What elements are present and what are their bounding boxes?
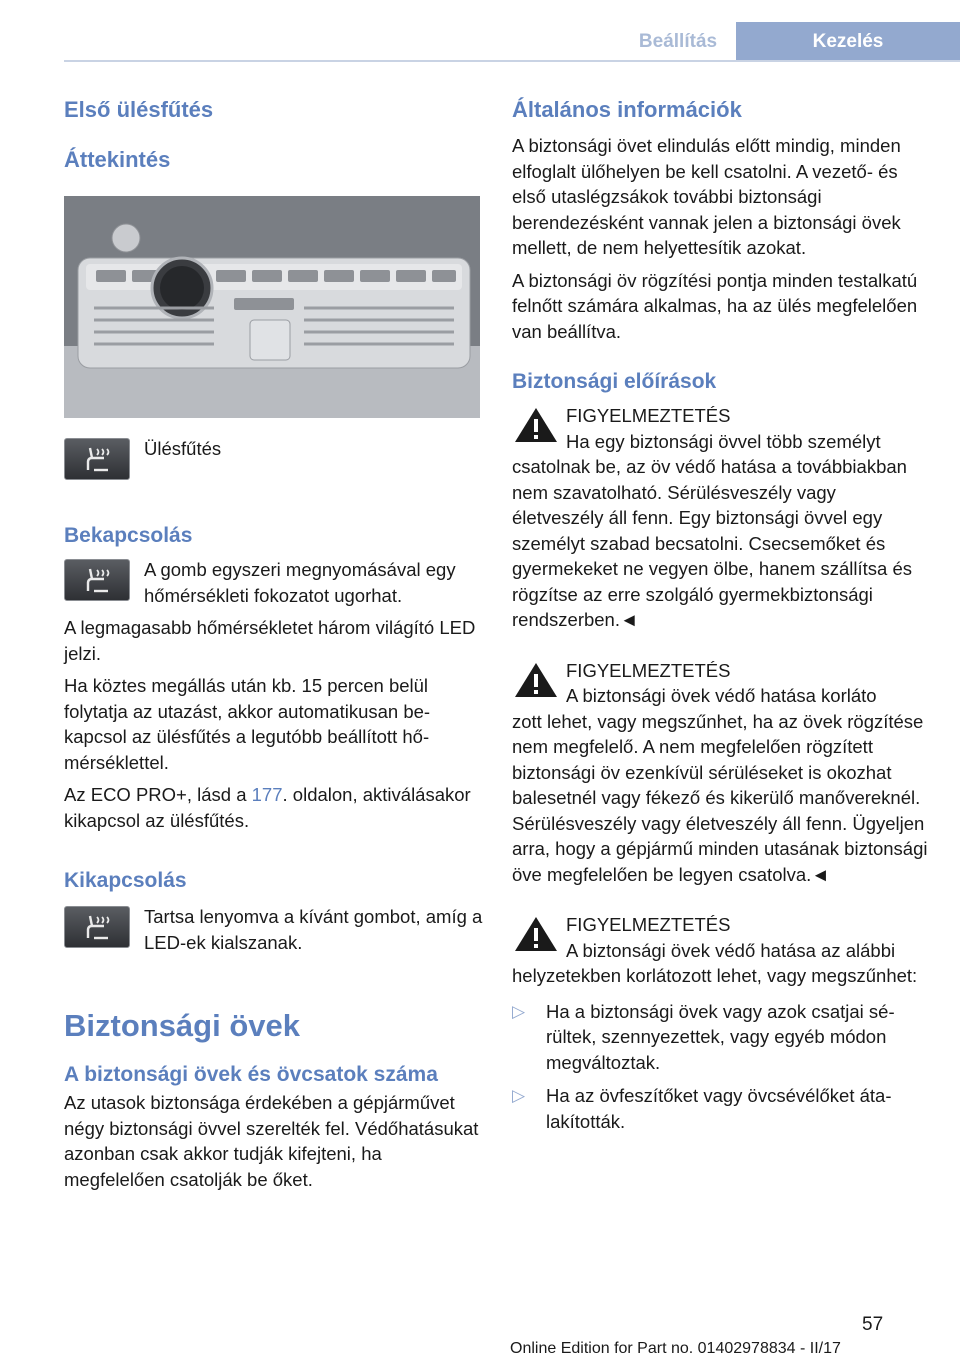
warning-triangle-icon (512, 660, 560, 700)
heading-biztonsagi-eloirasok: Biztonsági előírások (512, 370, 717, 393)
seat-heating-icon (64, 906, 130, 948)
warning-lead: A biztonsági övek védő hatása korláto (566, 685, 877, 706)
warning-text: zott lehet, vagy megszűnhet, ha az övek rögzítése nem megfelelő. A nem megfelelően rögzített biztonsági öv ezenkívül sérüléseket is okozhat balesetnél vagy fékező és kikerülő manővereknél. Sérülésveszély vagy életveszély áll fenn. Ügyeljen arra, hogy a gépjármű minden utasának biztonsági öve megfelelően be legyen csatolva.◄ (512, 710, 928, 885)
warning-title: FIGYELMEZTETÉS (566, 914, 731, 935)
paragraph-altalanos-1: A biztonsági övet elindulás előtt mindig, minden elfoglalt ülőhelyen be kell csatolni. A vezető- és első utaslégzsákok további biztonsági berendezésként vannak jelen a biztonsági övek mellett, de nem helyettesítik azokat. (512, 135, 901, 258)
warning-block-3 (512, 912, 932, 989)
warning-block-2 (512, 658, 932, 888)
seat-heating-icon-row (64, 436, 484, 480)
warning-triangle-icon (512, 405, 560, 445)
list-item-text: Ha az övfeszítőket vagy övcsévélőket átalakították. (546, 1085, 892, 1132)
warning-header (512, 912, 932, 963)
heading-biztonsagi-ovek: Biztonsági övek (64, 1008, 300, 1043)
list-item-text: Ha a biztonsági övek vagy azok csatjai sérültek, szennyezettek, vagy egyéb módon megváltoztak. (546, 1000, 895, 1073)
warning-lead: Ha egy biztonsági övvel több személyt (566, 430, 881, 452)
heading-ovek-szama: A biztonsági övek és övcsatok száma (64, 1063, 438, 1086)
list-item (512, 999, 932, 1076)
heading-altalanos-informaciok: Általános információk (512, 97, 742, 122)
warning-block-1 (512, 403, 932, 633)
page-number: 57 (862, 1314, 884, 1335)
kikapcsolas-text: Tartsa lenyomva a kívánt gombot, amíg a LED-ek kialszanak. (144, 906, 483, 953)
edition-footer: Online Edition for Part no. 01402978834 - II/17 (510, 1340, 841, 1357)
warning-title: FIGYELMEZTETÉS (566, 659, 731, 681)
warning-text: csatolnak be, az öv védő hatása a továbbiakban nem szavatolható. Sérülésveszély vagy életveszély áll fenn. Egy biztonsági övvel egy személyt szabad becsatolni. Csecsemőket és gyermekeket ne vegyen ölbe, hanem szállítsa és rögzítse az erre szolgáló gyermekbiztonsági rendszerben.◄ (512, 456, 913, 630)
eco-pro-text-pre: Az ECO PRO+, lásd a (64, 784, 252, 805)
warning-text: helyzetekben korlátozott lehet, vagy megszűnhet: (512, 965, 918, 986)
header-rule (64, 60, 960, 62)
kikapcsolas-icon-row (64, 904, 484, 955)
paragraph-eco-pro (64, 782, 484, 833)
heading-kikapcsolas: Kikapcsolás (64, 869, 187, 892)
warning-header (512, 403, 932, 454)
warning-header (512, 658, 932, 709)
paragraph-kozes-megallas: Ha köztes megállás után kb. 15 percen belül folytatja az utazást, akkor automatikusan bekapcsol az ülésfűtés a legutóbb beállított hőmérséklettel. (64, 675, 431, 773)
bullet-triangle-icon: ▷ (512, 1086, 526, 1105)
left-column (64, 96, 484, 1192)
eco-pro-text-post: . oldalon, aktiválásakor kikapcsol az ülésfűtés. (64, 784, 471, 831)
right-column (512, 96, 932, 1134)
seat-heating-label: Ülésfűtés (144, 438, 222, 459)
warning-triangle-icon (512, 914, 560, 954)
bekapcsolas-text: A gomb egyszeri megnyomásával egy hőmérsékleti fokozatot ugorhat. (144, 559, 456, 606)
heading-attekintes: Áttekintés (64, 147, 171, 172)
heading-elso-ulesfutes: Első ülésfűtés (64, 97, 214, 122)
climate-control-panel-photo (64, 196, 480, 418)
bullet-list (512, 999, 932, 1135)
warning-title: FIGYELMEZTETÉS (566, 405, 731, 426)
paragraph-ovek-szama: Az utasok biztonsága érdekében a gépjárművet négy biztonsági övvel szerelték fel. Védőhatásukat azonban csak akkor tudják kifejteni, ha megfelelően csatolják be őket. (64, 1092, 479, 1190)
tab-kezeles[interactable]: Kezelés (736, 22, 960, 62)
bullet-triangle-icon: ▷ (512, 1001, 526, 1021)
paragraph-led: A legmagasabb hőmérsékletet három világító LED jelzi. (64, 617, 476, 664)
seat-heating-icon (64, 438, 130, 480)
heading-bekapcsolas: Bekapcsolás (64, 524, 193, 547)
seat-heating-icon (64, 559, 130, 601)
bekapcsolas-icon-row (64, 557, 484, 608)
paragraph-altalanos-2: A biztonsági öv rögzítési pontja minden testalkatú felnőtt számára alkalmas, ha az ülés megfelelően van beállítva. (512, 269, 918, 342)
page-link-177[interactable]: 177 (251, 784, 283, 805)
list-item (512, 1083, 932, 1134)
tab-beallitas[interactable]: Beállítás (620, 22, 736, 62)
warning-lead: A biztonsági övek védő hatása az alábbi (566, 939, 896, 961)
